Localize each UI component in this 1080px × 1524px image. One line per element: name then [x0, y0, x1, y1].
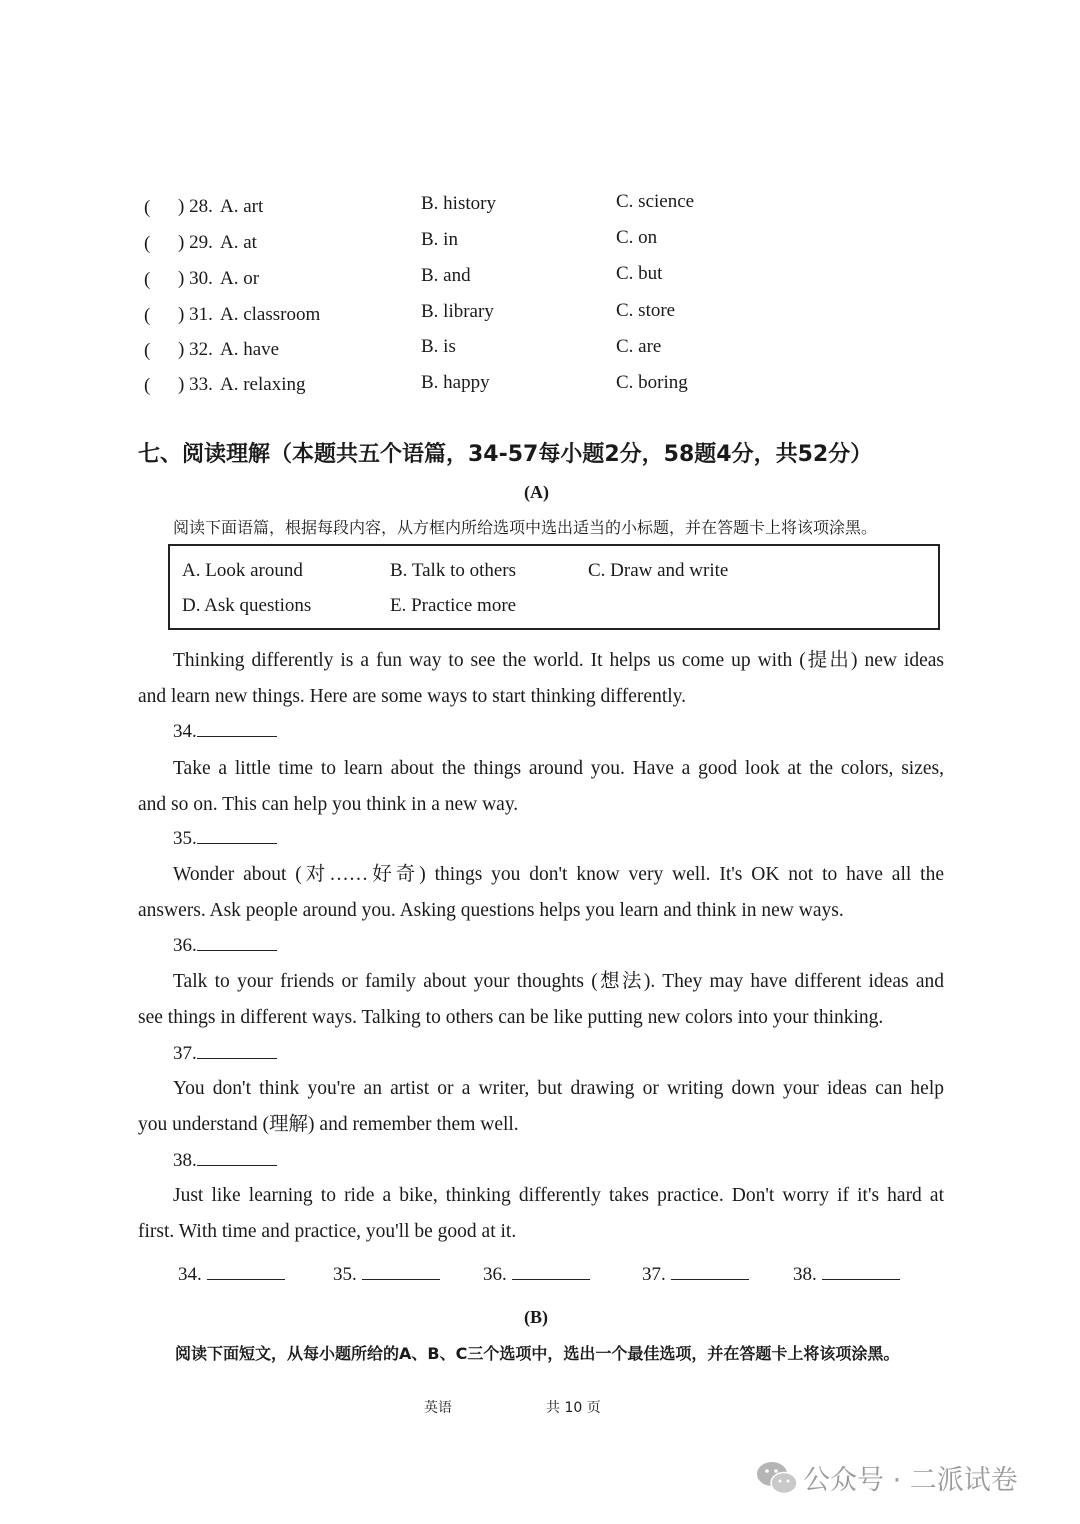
item-36-paragraph: [138, 964, 944, 1036]
option-c: C. science: [616, 191, 695, 212]
paragraph-line: Talk to your friends or family about your thoughts (想法). They may have different ideas and: [173, 971, 944, 992]
paragraph-line: Wonder about (对……好奇) things you don't know very well. It's OK not to have all the: [173, 864, 944, 885]
heading-options-box: [168, 544, 940, 630]
box-option-b: B. Talk to others: [390, 560, 517, 581]
option-a: A. relaxing: [220, 374, 306, 395]
answer-blank: [671, 1279, 749, 1280]
question-number: ) 30.: [178, 268, 213, 289]
footer-pages: 共 10 页: [546, 1400, 601, 1416]
item-37-heading: [173, 1043, 277, 1065]
question-number: ) 29.: [178, 232, 213, 253]
answer-paren: (: [144, 269, 151, 290]
answer-label: 34.: [178, 1264, 285, 1286]
box-option-a: A. Look around: [182, 560, 303, 581]
option-b: B. in: [421, 229, 458, 250]
answer-blank: [197, 950, 277, 951]
question-number: ) 32.: [178, 339, 213, 360]
answer-blank: [197, 843, 277, 844]
part-a-instruction: 阅读下面语篇，根据每段内容，从方框内所给选项中选出适当的小标题，并在答题卡上将该项涂黑。: [173, 518, 878, 537]
item-34-heading: [173, 721, 277, 743]
answer-blank: [512, 1279, 590, 1280]
box-option-e: E. Practice more: [390, 595, 517, 616]
answer-label: 37.: [642, 1264, 749, 1286]
paragraph-line: and so on. This can help you think in a new way.: [138, 794, 519, 815]
item-35-paragraph: [138, 857, 944, 929]
question-number: ) 28.: [178, 196, 213, 217]
paragraph-line: Take a little time to learn about the things around you. Have a good look at the colors, sizes,: [173, 758, 944, 779]
intro-line-2: and learn new things. Here are some ways to start thinking differently.: [138, 686, 687, 707]
answer-label: 35.: [333, 1264, 440, 1286]
option-a: A. or: [220, 268, 260, 289]
option-a: A. at: [220, 232, 257, 253]
answer-paren: (: [144, 233, 151, 254]
paragraph-line: You don't think you're an artist or a writer, but drawing or writing down your ideas can help: [173, 1078, 944, 1099]
box-option-d: D. Ask questions: [182, 595, 312, 616]
paragraph-line: answers. Ask people around you. Asking questions helps you learn and think in new ways.: [138, 900, 844, 921]
item-number: 34.: [173, 721, 197, 742]
option-b: B. is: [421, 336, 456, 357]
option-c: C. but: [616, 263, 663, 284]
option-a: A. art: [220, 196, 264, 217]
answer-paren: (: [144, 375, 151, 396]
option-a: A. classroom: [220, 304, 321, 325]
answer-blank: [197, 1058, 277, 1059]
item-36-heading: [173, 935, 277, 957]
intro-line-1: Thinking differently is a fun way to see the world. It helps us come up with (提出) new ideas: [173, 650, 944, 671]
option-a: A. have: [220, 339, 280, 360]
item-number: 36.: [173, 935, 197, 956]
option-c: C. on: [616, 227, 658, 248]
answer-paren: (: [144, 197, 151, 218]
paragraph-line: see things in different ways. Talking to others can be like putting new colors into your thinking.: [138, 1007, 884, 1028]
option-c: C. boring: [616, 372, 688, 393]
answer-label: 38.: [793, 1264, 900, 1286]
answer-blank: [197, 1165, 277, 1166]
answer-blank: [362, 1279, 440, 1280]
item-35-heading: [173, 828, 277, 850]
wechat-icon: [755, 1459, 799, 1497]
item-38-heading: [173, 1150, 277, 1172]
paragraph-line: first. With time and practice, you'll be good at it.: [138, 1221, 517, 1242]
part-a-label: (A): [524, 482, 549, 502]
answer-blank: [207, 1279, 285, 1280]
item-number: 35.: [173, 828, 197, 849]
item-37-paragraph: [138, 1071, 944, 1143]
part-b-instruction: 阅读下面短文，从每小题所给的A、B、C三个选项中，选出一个最佳选项，并在答题卡上将该项涂黑。: [175, 1344, 900, 1363]
option-c: C. are: [616, 336, 662, 357]
item-38-paragraph: [138, 1178, 944, 1250]
option-b: B. library: [421, 301, 494, 322]
answer-blank: [197, 736, 277, 737]
answer-label: 36.: [483, 1264, 590, 1286]
option-b: B. happy: [421, 372, 490, 393]
answer-blank: [822, 1279, 900, 1280]
question-number: ) 33.: [178, 374, 213, 395]
intro-paragraph: [138, 643, 944, 715]
section-title: 七、阅读理解（本题共五个语篇，34-57每小题2分，58题4分，共52分）: [138, 442, 873, 467]
option-c: C. store: [616, 300, 676, 321]
part-b-label: (B): [524, 1307, 548, 1327]
answer-paren: (: [144, 305, 151, 326]
option-b: B. history: [421, 193, 496, 214]
paragraph-line: Just like learning to ride a bike, thinking differently takes practice. Don't worry if it's hard at: [173, 1185, 944, 1206]
option-b: B. and: [421, 265, 471, 286]
box-option-c: C. Draw and write: [588, 560, 729, 581]
question-number: ) 31.: [178, 304, 213, 325]
wechat-watermark: [755, 1458, 1018, 1497]
item-number: 38.: [173, 1150, 197, 1171]
item-number: 37.: [173, 1043, 197, 1064]
footer-subject: 英语: [424, 1400, 452, 1416]
answer-paren: (: [144, 340, 151, 361]
item-34-paragraph: [138, 751, 944, 823]
watermark-text: 公众号 · 二派试卷: [803, 1465, 1018, 1496]
paragraph-line: you understand (理解) and remember them well.: [138, 1114, 519, 1135]
